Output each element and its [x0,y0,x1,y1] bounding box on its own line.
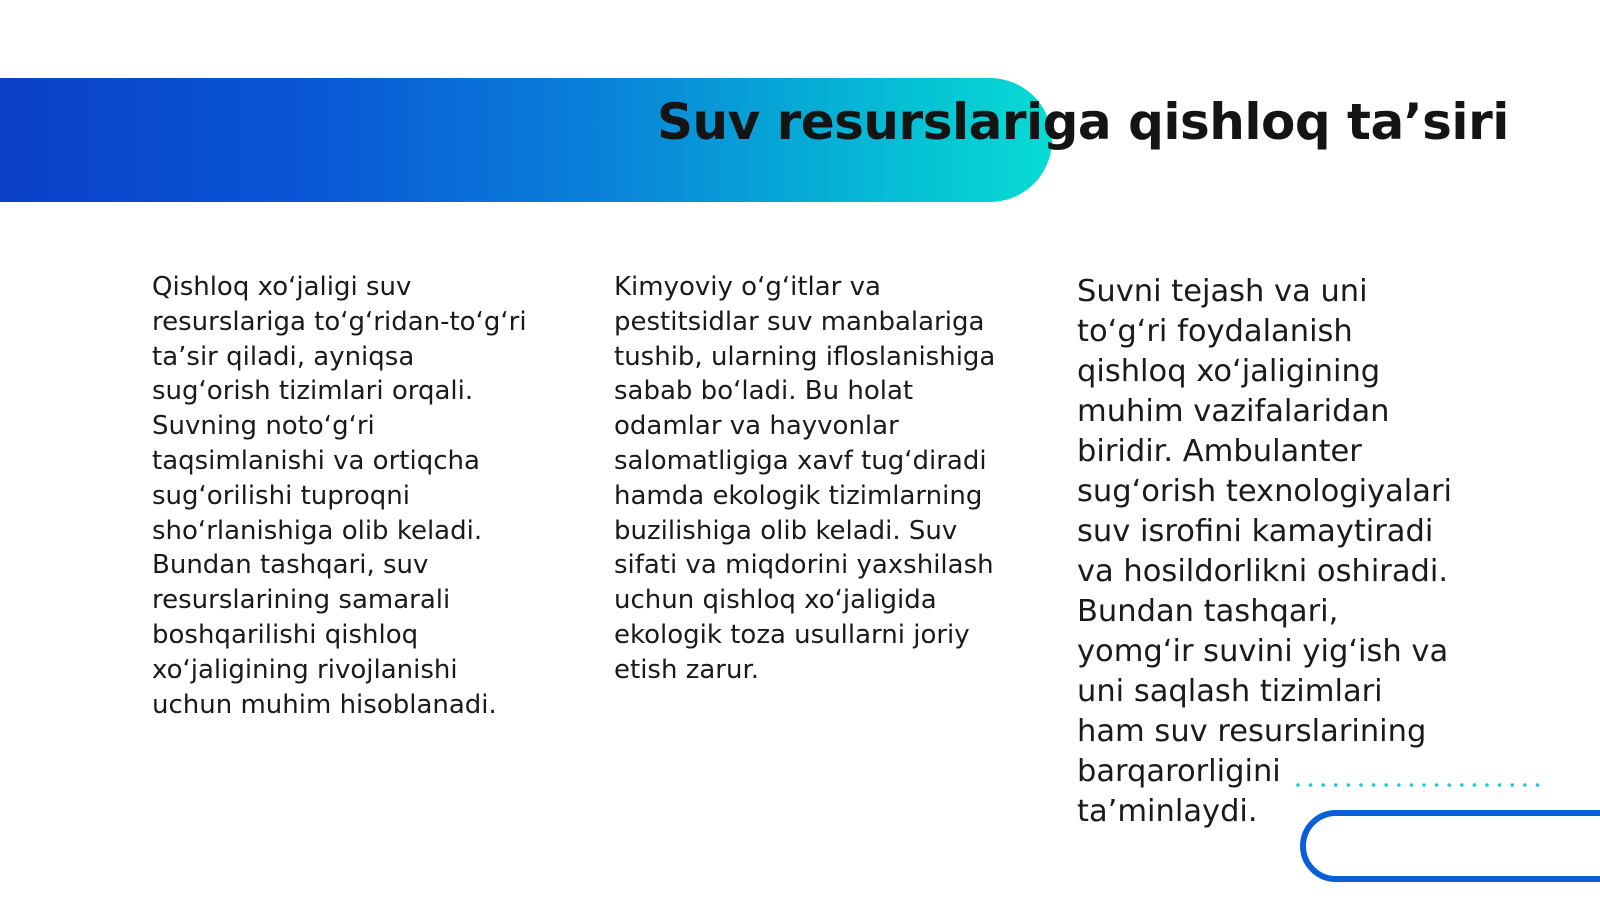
decorative-dot [1384,783,1388,787]
decorative-dot [1460,783,1464,787]
decorative-dot [1485,783,1489,787]
decorative-dot [1536,783,1540,787]
slide-title: Suv resurslariga qishloq ta’siri [657,93,1509,151]
decorative-dot [1309,783,1313,787]
text-column-3: Suvni tejash va uni to‘g‘ri foydalanish qishloq xo‘jaligining muhim vazifalaridan biridir. Ambulanter sug‘orish texnologiyalari suv isrofini kamaytiradi va hosildorlikni oshiradi. Bundan tashqari, yomg‘ir suvini yig‘ish va uni saqlash tizimlari ham suv resurslarining barqarorligini ta’minlaydi. [1077,274,1452,829]
decorative-dot [1523,783,1527,787]
decorative-dot [1435,783,1439,787]
decorative-dot [1321,783,1325,787]
decorative-dot [1473,783,1477,787]
decorative-dot [1397,783,1401,787]
text-column-2: Kimyoviy o‘g‘itlar va pestitsidlar suv manbalariga tushib, ularning ifloslanishiga sabab bo‘ladi. Bu holat odamlar va hayvonlar salomatligiga xavf tug‘diradi hamda ekologik tizimlarning buzilishiga olib keladi. Suv sifati va miqdorini yaxshilash uchun qishloq xo‘jaligida ekologik toza usullarni joriy etish zarur. [614,272,996,685]
decorative-dot [1334,783,1338,787]
decorative-rounded-line [1303,813,1600,879]
decorative-dot [1359,783,1363,787]
decorative-dot [1347,783,1351,787]
decorative-dot [1422,783,1426,787]
decorative-dot [1410,783,1414,787]
decorative-dot [1510,783,1514,787]
decorative-dot [1372,783,1376,787]
text-column-1: Qishloq xo‘jaligi suv resurslariga to‘g‘ridan-to‘g‘ri ta’sir qiladi, ayniqsa sug‘orish tizimlari orqali. Suvning noto‘g‘ri taqsimlanishi va ortiqcha sug‘orilishi tuproqni sho‘rlanishiga olib keladi. Bundan tashqari, suv resurslarining samarali boshqarilishi qishloq xo‘jaligining rivojlanishi uchun muhim hisoblanadi. [152,272,527,720]
decorative-dot [1296,783,1300,787]
decorative-dots [1296,783,1539,787]
decorative-dot [1447,783,1451,787]
decorative-dot [1498,783,1502,787]
decorative-corner-graphic [1290,780,1600,900]
